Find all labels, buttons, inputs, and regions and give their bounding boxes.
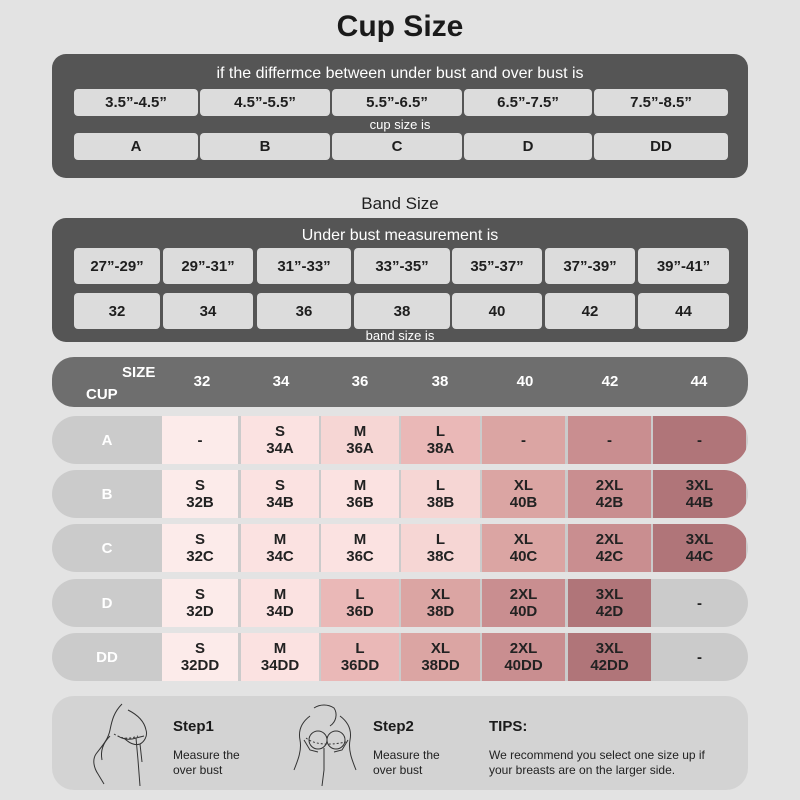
size-column-header: 32 [193, 373, 211, 390]
band-value-cell: 44 [638, 293, 729, 329]
page-title: Cup Size [336, 10, 464, 43]
size-cell-label: S [274, 477, 285, 494]
size-cell [568, 579, 651, 627]
size-cell [241, 416, 319, 464]
band-value-cell: 36 [257, 293, 351, 329]
size-column-header: 42 [601, 373, 619, 390]
size-cell-code: 36DD [340, 657, 380, 674]
size-cell-code: 32B [186, 494, 214, 511]
size-column-header: 34 [272, 373, 290, 390]
size-cell [321, 579, 399, 627]
size-cell-label: 3XL [595, 586, 624, 603]
size-cell-label: S [194, 477, 205, 494]
size-cell-label: XL [430, 586, 451, 603]
size-table-row [52, 633, 748, 681]
cup-row-label: A [101, 431, 113, 449]
band-range-cell: 33”-35” [354, 248, 450, 284]
measurement-steps-panel [52, 696, 748, 790]
size-cell-label: L [435, 423, 446, 440]
size-cell-label: M [353, 423, 367, 440]
size-cell-code: 36C [346, 548, 374, 565]
size-cell [653, 470, 746, 518]
band-range-cell: 39”-41” [638, 248, 729, 284]
size-column-header: 40 [516, 373, 534, 390]
band-range-cell: 27”-29” [74, 248, 160, 284]
band-size-title: Band Size [361, 194, 439, 213]
size-cell-label: 2XL [595, 531, 624, 548]
size-cell-label: XL [430, 640, 451, 657]
size-cell [321, 470, 399, 518]
band-value-cell: 34 [163, 293, 253, 329]
size-cell-label: 3XL [685, 531, 714, 548]
size-cell-label: - [697, 431, 702, 449]
size-cell-label: M [273, 640, 287, 657]
size-cell [241, 470, 319, 518]
size-cell-label: - [697, 648, 702, 666]
size-cell [401, 633, 480, 681]
cup-letter-cell: D [464, 133, 592, 160]
size-cell [568, 524, 651, 572]
size-cell-code: 40D [509, 603, 538, 620]
size-cell-label: - [521, 431, 526, 449]
cup-range-cell: 4.5”-5.5” [200, 89, 330, 116]
size-cell [482, 470, 565, 518]
size-cell [653, 633, 746, 681]
size-cell-label: M [353, 477, 367, 494]
band-panel-heading: Under bust measurement is [301, 227, 499, 244]
size-cell-code: 32C [186, 548, 214, 565]
size-cell-code: 34A [266, 440, 294, 457]
size-cell-label: M [353, 531, 367, 548]
step2-text-line-1: Measure the [373, 748, 440, 762]
band-range-cell: 29”-31” [163, 248, 253, 284]
size-table-row [52, 416, 748, 464]
cup-row-label: D [101, 594, 113, 612]
step1-text-line-1: Measure the [173, 748, 240, 762]
size-column-header: 36 [351, 373, 369, 390]
size-cell [321, 416, 399, 464]
size-cell-label: 3XL [685, 477, 714, 494]
cup-panel-heading: if the differmce between under bust and over bust is [216, 65, 584, 82]
size-cell [653, 579, 746, 627]
measure-over-bust-illustration-2 [284, 700, 374, 788]
cup-size-panel [52, 54, 748, 178]
size-cell-code: 44B [685, 494, 714, 511]
size-cell [162, 416, 238, 464]
size-cell-label: XL [513, 531, 534, 548]
size-cell-code: 38DD [421, 657, 460, 674]
size-cell [568, 470, 651, 518]
size-cell-label: S [194, 531, 205, 548]
cup-range-cell: 5.5”-6.5” [332, 89, 462, 116]
size-cell-code: 42B [595, 494, 624, 511]
size-cell-code: 32DD [180, 657, 220, 674]
size-cell-code: 38C [426, 548, 455, 565]
band-value-cell: 38 [354, 293, 450, 329]
cup-range-cell: 6.5”-7.5” [464, 89, 592, 116]
size-cell-code: 42D [595, 603, 624, 620]
step1-title: Step1 [173, 718, 214, 735]
size-table-row [52, 579, 748, 627]
band-size-is-label: band size is [365, 328, 435, 343]
size-cell-code: 40B [509, 494, 538, 511]
size-cell [482, 579, 565, 627]
size-cell-label: S [194, 640, 205, 657]
size-cell-code: 38D [426, 603, 455, 620]
tips-text-line-2: your breasts are on the larger side. [489, 763, 676, 777]
measure-over-bust-illustration-1 [84, 700, 174, 788]
size-cell-label: 2XL [595, 477, 624, 494]
size-cell-label: - [197, 431, 203, 449]
cup-header-label: CUP [86, 386, 118, 403]
size-cell [321, 524, 399, 572]
size-column-header: 44 [690, 373, 708, 390]
cup-letter-cell: A [74, 133, 198, 160]
cup-letter-cell: B [200, 133, 330, 160]
size-cell-code: 34DD [260, 657, 300, 674]
size-cell [162, 470, 238, 518]
size-cell [321, 633, 399, 681]
size-cell [653, 524, 746, 572]
size-cell-code: 32D [186, 603, 214, 620]
step1-text-line-2: over bust [173, 763, 223, 777]
cup-range-cell: 7.5”-8.5” [594, 89, 728, 116]
band-size-panel [52, 218, 748, 342]
size-cell-label: L [355, 640, 365, 657]
cup-row-label: DD [96, 648, 118, 666]
band-range-cell: 31”-33” [257, 248, 351, 284]
size-cell-label: 2XL [509, 640, 538, 657]
size-cell-label: M [273, 531, 287, 548]
cup-letter-cell: C [332, 133, 462, 160]
size-cell-code: 40C [509, 548, 538, 565]
size-cell-code: 38B [426, 494, 455, 511]
size-cell-code: 36A [346, 440, 374, 457]
size-cell-code: 42DD [590, 657, 629, 674]
size-cell-code: 38A [426, 440, 455, 457]
size-cell [162, 579, 238, 627]
band-range-cell: 35”-37” [452, 248, 542, 284]
size-cell-label: L [435, 531, 446, 548]
cup-row-label: C [101, 539, 113, 557]
cup-range-cell: 3.5”-4.5” [74, 89, 198, 116]
size-cell-label: S [194, 586, 205, 603]
size-cell [568, 416, 651, 464]
cup-letter-cell: DD [594, 133, 728, 160]
band-range-cell: 37”-39” [545, 248, 635, 284]
size-cell [401, 579, 480, 627]
size-header-label: SIZE [122, 364, 156, 381]
size-cell-code: 44C [685, 548, 714, 565]
cup-row-label: B [101, 485, 113, 503]
size-cell-code: 40DD [504, 657, 543, 674]
size-table-header [52, 357, 748, 407]
size-cell [482, 524, 565, 572]
size-cell [568, 633, 651, 681]
size-cell [401, 524, 480, 572]
size-cell [241, 579, 319, 627]
size-cell-code: 34D [266, 603, 294, 620]
size-column-header: 38 [431, 373, 449, 390]
size-cell-code: 34B [266, 494, 294, 511]
size-cell [241, 633, 319, 681]
band-value-cell: 40 [452, 293, 542, 329]
size-cell-label: L [355, 586, 365, 603]
size-cell-label: XL [513, 477, 534, 494]
size-cell [162, 524, 238, 572]
size-cell-label: L [435, 477, 446, 494]
size-cell-code: 42C [595, 548, 624, 565]
size-cell [482, 416, 565, 464]
size-cell [241, 524, 319, 572]
size-cell-code: 36B [346, 494, 374, 511]
size-cell-label: S [274, 423, 285, 440]
size-cell-label: M [273, 586, 287, 603]
band-value-cell: 32 [74, 293, 160, 329]
size-cell-code: 34C [266, 548, 294, 565]
step2-text-line-2: over bust [373, 763, 423, 777]
size-cell [482, 633, 565, 681]
tips-title: TIPS: [489, 718, 528, 735]
size-cell-label: - [607, 431, 612, 449]
cup-size-is-label: cup size is [369, 117, 431, 132]
size-cell-label: 3XL [595, 640, 624, 657]
size-cell-code: 36D [346, 603, 374, 620]
tips-text-line-1: We recommend you select one size up if [489, 748, 705, 762]
size-cell [162, 633, 238, 681]
size-cell [653, 416, 746, 464]
size-cell-label: - [697, 594, 702, 612]
size-cell [401, 416, 480, 464]
size-cell-label: 2XL [509, 586, 538, 603]
size-table-row [52, 470, 748, 518]
size-table-row [52, 524, 748, 572]
size-cell [401, 470, 480, 518]
band-value-cell: 42 [545, 293, 635, 329]
step2-title: Step2 [373, 718, 414, 735]
